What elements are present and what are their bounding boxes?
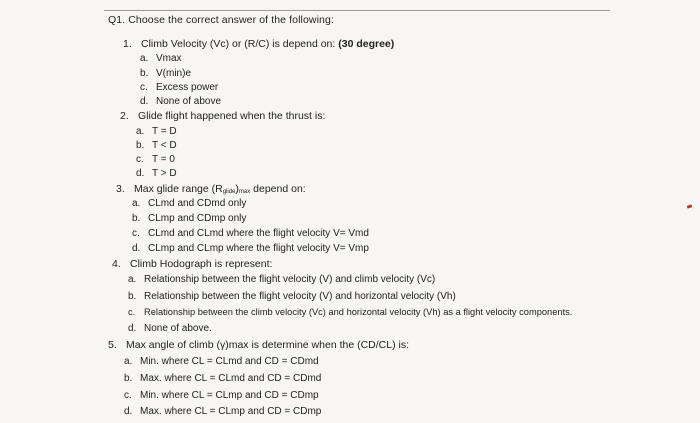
page-title: Q1. Choose the correct answer of the following: bbox=[108, 14, 334, 26]
option-1a bbox=[140, 53, 182, 64]
question-text-part: ) bbox=[235, 183, 239, 195]
option-1d bbox=[140, 96, 221, 107]
top-divider bbox=[104, 10, 610, 11]
question-number: 3. bbox=[116, 183, 125, 195]
question-number: 4. bbox=[112, 258, 121, 270]
option-text: None of above. bbox=[144, 323, 212, 334]
option-5d bbox=[124, 406, 321, 417]
option-letter: b. bbox=[140, 68, 149, 79]
option-text: CLmp and CLmp where the flight velocity V= Vmp bbox=[148, 243, 369, 254]
option-5b bbox=[124, 373, 321, 384]
option-4b bbox=[128, 291, 456, 302]
option-text: T < D bbox=[152, 140, 177, 151]
option-3d bbox=[132, 243, 369, 254]
option-text: Min. where CL = CLmp and CD = CDmp bbox=[140, 390, 319, 401]
option-letter: c. bbox=[132, 228, 140, 239]
question-text: Climb Hodograph is represent: bbox=[130, 258, 273, 270]
option-letter: b. bbox=[136, 140, 145, 151]
option-3b bbox=[132, 213, 246, 224]
option-text: CLmd and CDmd only bbox=[148, 198, 247, 209]
question-text: Max angle of climb (γ)max is determine when the (CD/CL) is: bbox=[126, 339, 410, 351]
option-letter: a. bbox=[124, 356, 133, 367]
option-text: Relationship between the flight velocity (V) and horizontal velocity (Vh) bbox=[144, 291, 456, 302]
option-2a bbox=[136, 126, 177, 137]
option-letter: d. bbox=[132, 243, 141, 254]
question-number: 5. bbox=[108, 339, 117, 351]
question-mark: (30 degree) bbox=[338, 38, 395, 50]
option-5a bbox=[124, 356, 319, 367]
option-letter: a. bbox=[136, 126, 145, 137]
option-5c bbox=[124, 390, 319, 401]
option-1b bbox=[140, 68, 191, 79]
option-letter: c. bbox=[136, 154, 144, 165]
question-1 bbox=[123, 38, 394, 50]
question-text-part: Max glide range (R bbox=[134, 183, 223, 195]
option-4d bbox=[128, 323, 212, 334]
option-letter: a. bbox=[132, 198, 141, 209]
option-letter: b. bbox=[124, 373, 133, 384]
subscript: glide bbox=[222, 189, 236, 195]
option-text: Min. where CL = CLmd and CD = CDmd bbox=[140, 356, 319, 367]
subscript: max bbox=[238, 189, 251, 195]
option-letter: a. bbox=[128, 274, 137, 285]
option-text: CLmd and CLmd where the flight velocity V= Vmd bbox=[148, 228, 369, 239]
option-text: T = 0 bbox=[152, 154, 175, 165]
question-text: Glide flight happened when the thrust is: bbox=[138, 110, 326, 122]
question-3 bbox=[116, 183, 306, 195]
option-4c bbox=[128, 307, 572, 317]
option-text: Max. where CL = CLmd and CD = CDmd bbox=[140, 373, 322, 384]
question-2 bbox=[120, 110, 325, 122]
option-text: V(min)e bbox=[156, 68, 192, 79]
question-5 bbox=[108, 339, 409, 351]
option-letter: a. bbox=[140, 53, 149, 64]
option-text: T = D bbox=[152, 126, 177, 137]
option-2b bbox=[136, 140, 177, 151]
question-number: 1. bbox=[123, 38, 132, 50]
option-1c bbox=[140, 82, 218, 93]
option-3c bbox=[132, 228, 369, 239]
option-text: Vmax bbox=[156, 53, 182, 64]
question-4 bbox=[112, 258, 272, 270]
option-text: None of above bbox=[156, 96, 222, 107]
option-letter: c. bbox=[124, 390, 132, 401]
option-letter: b. bbox=[128, 291, 137, 302]
option-text: CLmp and CDmp only bbox=[148, 213, 247, 224]
red-pen-mark bbox=[687, 204, 693, 209]
option-4a bbox=[128, 274, 435, 285]
option-letter: c. bbox=[140, 82, 148, 93]
option-2c bbox=[136, 154, 175, 165]
option-2d bbox=[136, 168, 177, 179]
question-text bbox=[134, 183, 306, 195]
option-3a bbox=[132, 198, 246, 209]
option-letter: c. bbox=[128, 307, 136, 317]
question-text-part: depend on: bbox=[250, 183, 306, 195]
option-letter: d. bbox=[140, 96, 149, 107]
question-number: 2. bbox=[120, 110, 129, 122]
option-text: Excess power bbox=[156, 82, 219, 93]
option-text: T > D bbox=[152, 168, 177, 179]
question-text: Climb Velocity (Vc) or (R/C) is depend on: bbox=[141, 38, 336, 50]
option-letter: d. bbox=[128, 323, 137, 334]
option-text: Max. where CL = CLmp and CD = CDmp bbox=[140, 406, 322, 417]
option-text: Relationship between the climb velocity (Vc) and horizontal velocity (Vh) as a flight velocity components. bbox=[144, 307, 573, 317]
option-text: Relationship between the flight velocity (V) and climb velocity (Vc) bbox=[144, 274, 436, 285]
option-letter: d. bbox=[136, 168, 145, 179]
option-letter: b. bbox=[132, 213, 141, 224]
option-letter: d. bbox=[124, 406, 133, 417]
